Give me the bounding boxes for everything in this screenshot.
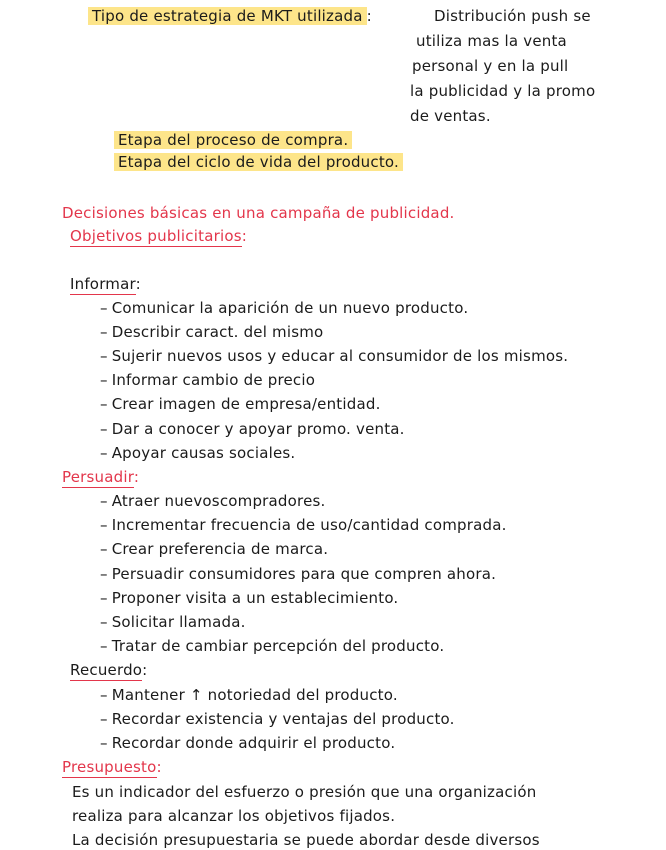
dash-bullet: – bbox=[100, 734, 108, 752]
objetivos-heading bbox=[70, 226, 247, 246]
presupuesto-colon: : bbox=[156, 758, 162, 776]
list-item bbox=[100, 491, 325, 511]
list-item-text: Crear imagen de empresa/entidad. bbox=[111, 395, 381, 413]
list-item-text: Recordar existencia y ventajas del producto. bbox=[111, 710, 455, 728]
presupuesto-line-2: realiza para alcanzar los objetivos fijados. bbox=[72, 807, 396, 825]
list-item bbox=[100, 322, 323, 342]
dash-bullet: – bbox=[100, 299, 108, 317]
persuadir-heading bbox=[62, 467, 139, 487]
list-item bbox=[100, 588, 398, 608]
recuerdo-title: Recuerdo bbox=[70, 661, 143, 679]
list-item-text: Informar cambio de precio bbox=[111, 371, 316, 389]
strategy-desc-line-5: de ventas. bbox=[410, 107, 491, 125]
dash-bullet: – bbox=[100, 686, 108, 704]
list-item bbox=[100, 298, 468, 318]
dash-bullet: – bbox=[100, 540, 108, 558]
dash-bullet: – bbox=[100, 395, 108, 413]
list-item-text: Dar a conocer y apoyar promo. venta. bbox=[111, 420, 405, 438]
list-item bbox=[100, 612, 246, 632]
list-item-text: Describir caract. del mismo bbox=[111, 323, 324, 341]
strategy-type-label: Tipo de estrategia de MKT utilizada bbox=[88, 7, 367, 25]
purchase-stage-text: Etapa del proceso de compra. bbox=[114, 131, 352, 149]
list-item-text: Solicitar llamada. bbox=[111, 613, 246, 631]
list-item bbox=[100, 733, 395, 753]
list-item-text: Incrementar frecuencia de uso/cantidad comprada. bbox=[111, 516, 507, 534]
informar-colon: : bbox=[135, 275, 141, 293]
dash-bullet: – bbox=[100, 710, 108, 728]
list-item-text: Atraer nuevoscompradores. bbox=[111, 492, 326, 510]
strategy-type-colon: : bbox=[366, 7, 372, 25]
dash-bullet: – bbox=[100, 613, 108, 631]
dash-bullet: – bbox=[100, 323, 108, 341]
presupuesto-line-3: La decisión presupuestaria se puede abordar desde diversos bbox=[72, 831, 540, 849]
recuerdo-colon: : bbox=[142, 661, 148, 679]
list-item bbox=[100, 346, 568, 366]
list-item bbox=[100, 515, 507, 535]
dash-bullet: – bbox=[100, 637, 108, 655]
presupuesto-title: Presupuesto bbox=[62, 758, 157, 776]
list-item bbox=[100, 564, 496, 584]
strategy-desc-line-1: Distribución push se bbox=[434, 7, 591, 25]
strategy-type-line bbox=[88, 6, 372, 26]
list-item bbox=[100, 370, 315, 390]
list-item-text: Tratar de cambiar percepción del producto. bbox=[111, 637, 445, 655]
list-item bbox=[100, 636, 444, 656]
presupuesto-heading bbox=[62, 757, 162, 777]
dash-bullet: – bbox=[100, 589, 108, 607]
list-item-text: Sujerir nuevos usos y educar al consumidor de los mismos. bbox=[111, 347, 569, 365]
list-item bbox=[100, 394, 381, 414]
list-item bbox=[100, 685, 398, 705]
purchase-stage-line bbox=[114, 130, 352, 150]
presupuesto-line-1: Es un indicador del esfuerzo o presión que una organización bbox=[72, 783, 537, 801]
list-item-text: Apoyar causas sociales. bbox=[111, 444, 296, 462]
dash-bullet: – bbox=[100, 516, 108, 534]
strategy-desc-line-3: personal y en la pull bbox=[412, 57, 569, 75]
objetivos-colon: : bbox=[241, 227, 247, 245]
list-item bbox=[100, 443, 295, 463]
strategy-desc-line-2: utiliza mas la venta bbox=[416, 32, 567, 50]
dash-bullet: – bbox=[100, 420, 108, 438]
dash-bullet: – bbox=[100, 565, 108, 583]
list-item-text: Mantener ↑ notoriedad del producto. bbox=[111, 686, 398, 704]
lifecycle-stage-line bbox=[114, 152, 403, 172]
dash-bullet: – bbox=[100, 492, 108, 510]
list-item-text: Comunicar la aparición de un nuevo producto. bbox=[111, 299, 469, 317]
persuadir-colon: : bbox=[133, 468, 140, 486]
informar-title: Informar bbox=[70, 275, 136, 293]
list-item-text: Proponer visita a un establecimiento. bbox=[111, 589, 399, 607]
dash-bullet: – bbox=[100, 371, 108, 389]
informar-heading bbox=[70, 274, 141, 294]
persuadir-title: Persuadir bbox=[62, 468, 134, 486]
recuerdo-heading bbox=[70, 660, 147, 680]
dash-bullet: – bbox=[100, 347, 108, 365]
objetivos-title: Objetivos publicitarios bbox=[70, 227, 242, 245]
strategy-desc-line-4: la publicidad y la promo bbox=[410, 82, 596, 100]
list-item bbox=[100, 419, 405, 439]
list-item-text: Recordar donde adquirir el producto. bbox=[111, 734, 396, 752]
lifecycle-stage-text: Etapa del ciclo de vida del producto. bbox=[114, 153, 403, 171]
list-item-text: Persuadir consumidores para que compren ahora. bbox=[111, 565, 497, 583]
list-item bbox=[100, 709, 455, 729]
list-item-text: Crear preferencia de marca. bbox=[111, 540, 329, 558]
dash-bullet: – bbox=[100, 444, 108, 462]
section-title: Decisiones básicas en una campaña de publicidad. bbox=[62, 204, 455, 222]
list-item bbox=[100, 539, 328, 559]
